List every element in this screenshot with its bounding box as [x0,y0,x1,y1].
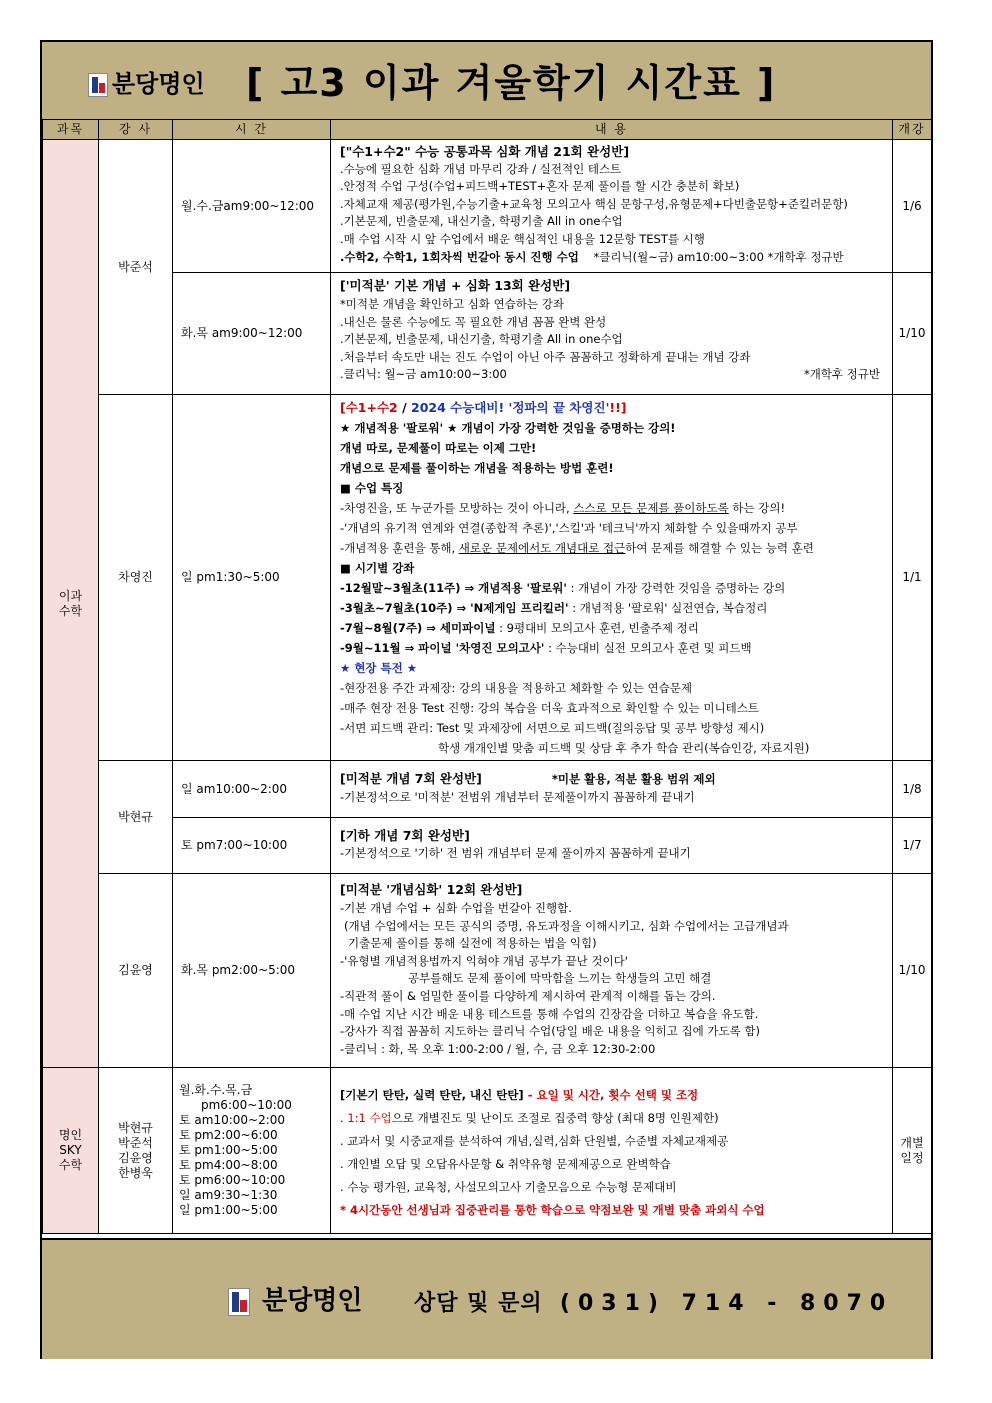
header-time: 시 간 [173,120,331,140]
subject-label: 수학 [58,603,83,618]
content-line: .클리닉: 월~금 am10:00~3:00 *개학후 정규반 [340,367,880,382]
content-line: .수능에 필요한 심화 개념 마무리 강좌 / 실전적인 테스트 [340,161,622,176]
course-title: [미적분 '개념심화' 12회 완성반] [340,882,523,897]
time-line: 월.화.수.목.금 [179,1083,253,1097]
start-date: 1/8 [893,761,932,818]
content-line: -매주 현장 전용 Test 진행: 강의 복습을 더욱 효과적으로 확인할 수 있는 미니테스트 [340,701,759,715]
content-line: -3월초~7월초(10주) ⇒ 'N제게임 프리킬러' : 개념적용 '팔로워' 실전연습, 복습정리 [340,601,768,615]
time-line: pm6:00~10:00 [201,1098,292,1112]
time-line: 일 am9:30~1:30 [179,1188,278,1202]
brand-logo-icon [228,1288,250,1316]
footer-band [42,1238,931,1359]
subject-label: 이과 [58,588,83,603]
course-title: [수1+수2 / 2024 수능대비! '정파의 끝 차영진'!!] [340,400,627,415]
content-cell [331,874,893,1068]
header-content: 내 용 [331,120,893,140]
instructor-cell [99,1068,173,1234]
time-line: 토 pm6:00~10:00 [179,1173,286,1187]
instructor-name: 한병욱 [118,1165,153,1180]
footer-contact [414,1286,893,1317]
header-subject: 과목 [43,120,99,140]
timetable-frame [40,40,933,1359]
content-line: -9월~11월 ⇒ 파이널 '차영진 모의고사' : 수능대비 실전 모의고사 훈련 및 피드백 [340,641,752,655]
instructor-cell: 박준석 [99,140,173,395]
page-title: [ 고3 이과 겨울학기 시간표 ] [246,61,777,105]
content-line: 기출문제 풀이를 통해 실전에 적용하는 법을 익힘) [348,936,597,951]
start-date: 개별 일정 [893,1068,932,1234]
brand-logo-icon [88,73,108,97]
content-line: -클리닉 : 화, 목 오후 1:00-2:00 / 월, 수, 금 오후 12:30-2:00 [340,1041,656,1056]
instructor-cell: 박현규 [99,761,173,874]
section-heading: ■ 수업 특징 [340,481,404,495]
content-line: . 교과서 및 시중교재를 분석하여 개념,실력,심화 단원별, 수준별 자체교재제공 [340,1134,729,1148]
time-cell: 토 pm7:00~10:00 [173,818,331,874]
content-line: -기본 개념 수업 + 심화 수업을 번갈아 진행함. [340,901,572,915]
time-line: 토 pm4:00~8:00 [179,1158,278,1172]
start-date: 1/10 [893,874,932,1068]
content-line: .자체교재 제공(평가원,수능기출+교육청 모의고사 핵심 문항구성,유형문제+다빈출문항+준킬러문항) [340,196,848,211]
content-line: .매 수업 시작 시 앞 수업에서 배운 핵심적인 내용을 12문항 TEST를 시행 [340,231,705,246]
content-line: -12월말~3월초(11주) ⇒ 개념적용 '팔로워' : 개념이 가장 강력한 것임을 증명하는 강의 [340,581,786,595]
content-line: *미적분 개념을 확인하고 심화 연습하는 강좌 [340,297,564,311]
content-line: -기본정석으로 '미적분' 전범위 개념부터 문제풀이까지 꼼꼼하게 끝내기 [340,789,695,804]
start-date: 1/10 [893,273,932,395]
time-line: 일 pm1:00~5:00 [179,1203,278,1217]
content-line: . 개인별 오답 및 오답유사문항 & 취약유형 문제제공으로 완벽학습 [340,1157,671,1171]
start-date: 1/6 [893,140,932,273]
subject-label: 수학 [58,1158,83,1172]
course-title: [미적분 개념 7회 완성반] *미분 활용, 적분 활용 범위 제외 [340,771,716,786]
content-line: .내신은 물론 수능에도 꼭 필요한 개념 꼼꼼 완벽 완성 [340,314,607,329]
time-line: 토 am10:00~2:00 [179,1113,286,1127]
contact-label: 상담 및 문의 [414,1291,543,1316]
content-line: -개념적용 훈련을 통해, 새로운 문제에서도 개념대로 접근하여 문제를 해결할 수 있는 능력 훈련 [340,541,814,555]
content-line: .기본문제, 빈출문제, 내신기출, 학평기출 All in one수업 [340,332,623,347]
start-date: 1/7 [893,818,932,874]
content-line: 공부를해도 문제 풀이에 막막함을 느끼는 학생들의 고민 해결 [408,971,712,986]
instructor-name: 김윤영 [118,1150,153,1165]
header-brand-text: 분당명인 [112,70,205,98]
time-cell: 화.목 am9:00~12:00 [173,273,331,395]
course-title: [기하 개념 7회 완성반] [340,828,470,843]
table-row [43,395,932,761]
content-line: . 1:1 수업으로 개별진도 및 난이도 조절로 집중력 향상 (최대 8명 인원제한) [340,1111,719,1125]
content-cell [331,395,893,761]
header-band [42,42,931,121]
table-row [43,874,932,1068]
time-cell: 월.수.금am9:00~12:00 [173,140,331,273]
content-line: -직관적 풀이 & 엄밀한 풀이를 다양하게 제시하여 관계적 이해를 돕는 강의. [340,988,716,1003]
content-cell [331,1068,893,1234]
content-line: -강사가 직접 꼼꼼히 지도하는 클리닉 수업(당일 배운 내용을 익히고 집에 가도록 함) [340,1024,760,1039]
course-title: ['미적분' 기본 개념 + 심화 13회 완성반] [340,278,571,293]
header-brand [88,64,205,99]
table-row [43,761,932,818]
course-title: ["수1+수2" 수능 공통과목 심화 개념 21회 완성반] [340,144,630,159]
content-cell [331,140,893,273]
time-cell: 일 pm1:30~5:00 [173,395,331,761]
content-line: -'개념의 유기적 연계와 연결(종합적 추론)','스킬'과 '테크닉'까지 체화할 수 있을때까지 공부 [340,521,798,535]
table-row [43,1068,932,1234]
content-line: 개념으로 문제를 풀이하는 개념을 적용하는 방법 훈련! [340,461,614,475]
instructor-cell: 차영진 [99,395,173,761]
time-line: 토 pm1:00~5:00 [179,1143,278,1157]
table-header-row [43,120,932,140]
schedule-table [42,119,932,1234]
content-line: -'유형별 개념적용법까지 익혀야 개념 공부가 끝난 것이다' [340,953,628,968]
time-line: 토 pm2:00~6:00 [179,1128,278,1142]
time-cell: 화.목 pm2:00~5:00 [173,874,331,1068]
time-cell [173,1068,331,1234]
time-cell: 일 am10:00~2:00 [173,761,331,818]
content-line: -서면 피드백 관리: Test 및 과제장에 서면으로 피드백(질의응답 및 공부 방향성 제시) [340,721,765,735]
content-line: 학생 개개인별 맞춤 피드백 및 상담 후 추가 학습 관리(복습인강, 자료지원) [438,741,810,755]
content-line: * 4시간동안 선생님과 집중관리를 통한 학습으로 약점보완 및 개별 맞춤 과외식 수업 [340,1203,765,1217]
content-line: .처음부터 속도만 내는 진도 수업이 아닌 아주 꼼꼼하고 정확하게 끝내는 개념 강좌 [340,349,751,364]
instructor-name: 박준석 [118,1135,153,1150]
instructor-name: 박현규 [118,1120,153,1135]
content-line: .수학2, 수학1, 1회차씩 번갈아 동시 진행 수업 *클리닉(월~금) am10:00~3:00 *개학후 정규반 [340,249,844,264]
table-row [43,273,932,395]
start-date: 1/1 [893,395,932,761]
footer-brand-text: 분당명인 [262,1286,363,1316]
course-title: [기본기 탄탄, 실력 탄탄, 내신 탄탄] - 요일 및 시간, 횟수 선택 및 조정 [340,1088,699,1102]
section-heading: ★ 현장 특전 ★ [340,661,418,675]
content-line: -기본정석으로 '기하' 전 범위 개념부터 문제 풀이까지 꼼꼼하게 끝내기 [340,845,691,860]
header-instructor: 강 사 [99,120,173,140]
subject-science-math [43,140,99,1068]
content-cell [331,818,893,874]
footer-brand [228,1280,362,1317]
section-heading: ■ 시기별 강좌 [340,561,415,575]
subject-label: 명인 [58,1128,83,1142]
content-line: -차영진을, 또 누군가를 모방하는 것이 아니라, 스스로 모든 문제를 풀이하도록 하는 강의! [340,501,786,515]
content-line: -7월~8월(7주) ⇒ 세미파이널 : 9평대비 모의고사 훈련, 빈출주제 정리 [340,621,699,635]
content-line: -현장전용 주간 과제장: 강의 내용을 적용하고 체화할 수 있는 연습문제 [340,681,692,695]
phone-number[interactable]: (031) 714 - 8070 [559,1291,894,1316]
content-cell [331,273,893,395]
content-line: -매 수업 지난 시간 배운 내용 테스트를 통해 수업의 긴장감을 더하고 복습을 유도함. [340,1006,759,1021]
instructor-cell: 김윤영 [99,874,173,1068]
content-line: .안정적 수업 구성(수업+피드백+TEST+혼자 문제 풀이를 할 시간 충분히 확보) [340,179,740,194]
content-line: (개념 수업에서는 모든 공식의 증명, 유도과정을 이해시키고, 심화 수업에서는 고급개념과 [344,918,789,933]
subject-label: SKY [59,1143,82,1157]
table-row [43,140,932,273]
content-line: . 수능 평가원, 교육청, 사설모의고사 기출모음으로 수능형 문제대비 [340,1180,677,1194]
content-line: 개념 따로, 문제풀이 따로는 이제 그만! [340,441,537,455]
content-cell [331,761,893,818]
content-line: .기본문제, 빈출문제, 내신기출, 학평기출 All in one수업 [340,214,623,229]
subject-sky-math [43,1068,99,1234]
header-start: 개강 [893,120,932,140]
table-row [43,818,932,874]
content-line: ★ 개념적용 '팔로워' ★ 개념이 가장 강력한 것임을 증명하는 강의! [340,421,676,435]
